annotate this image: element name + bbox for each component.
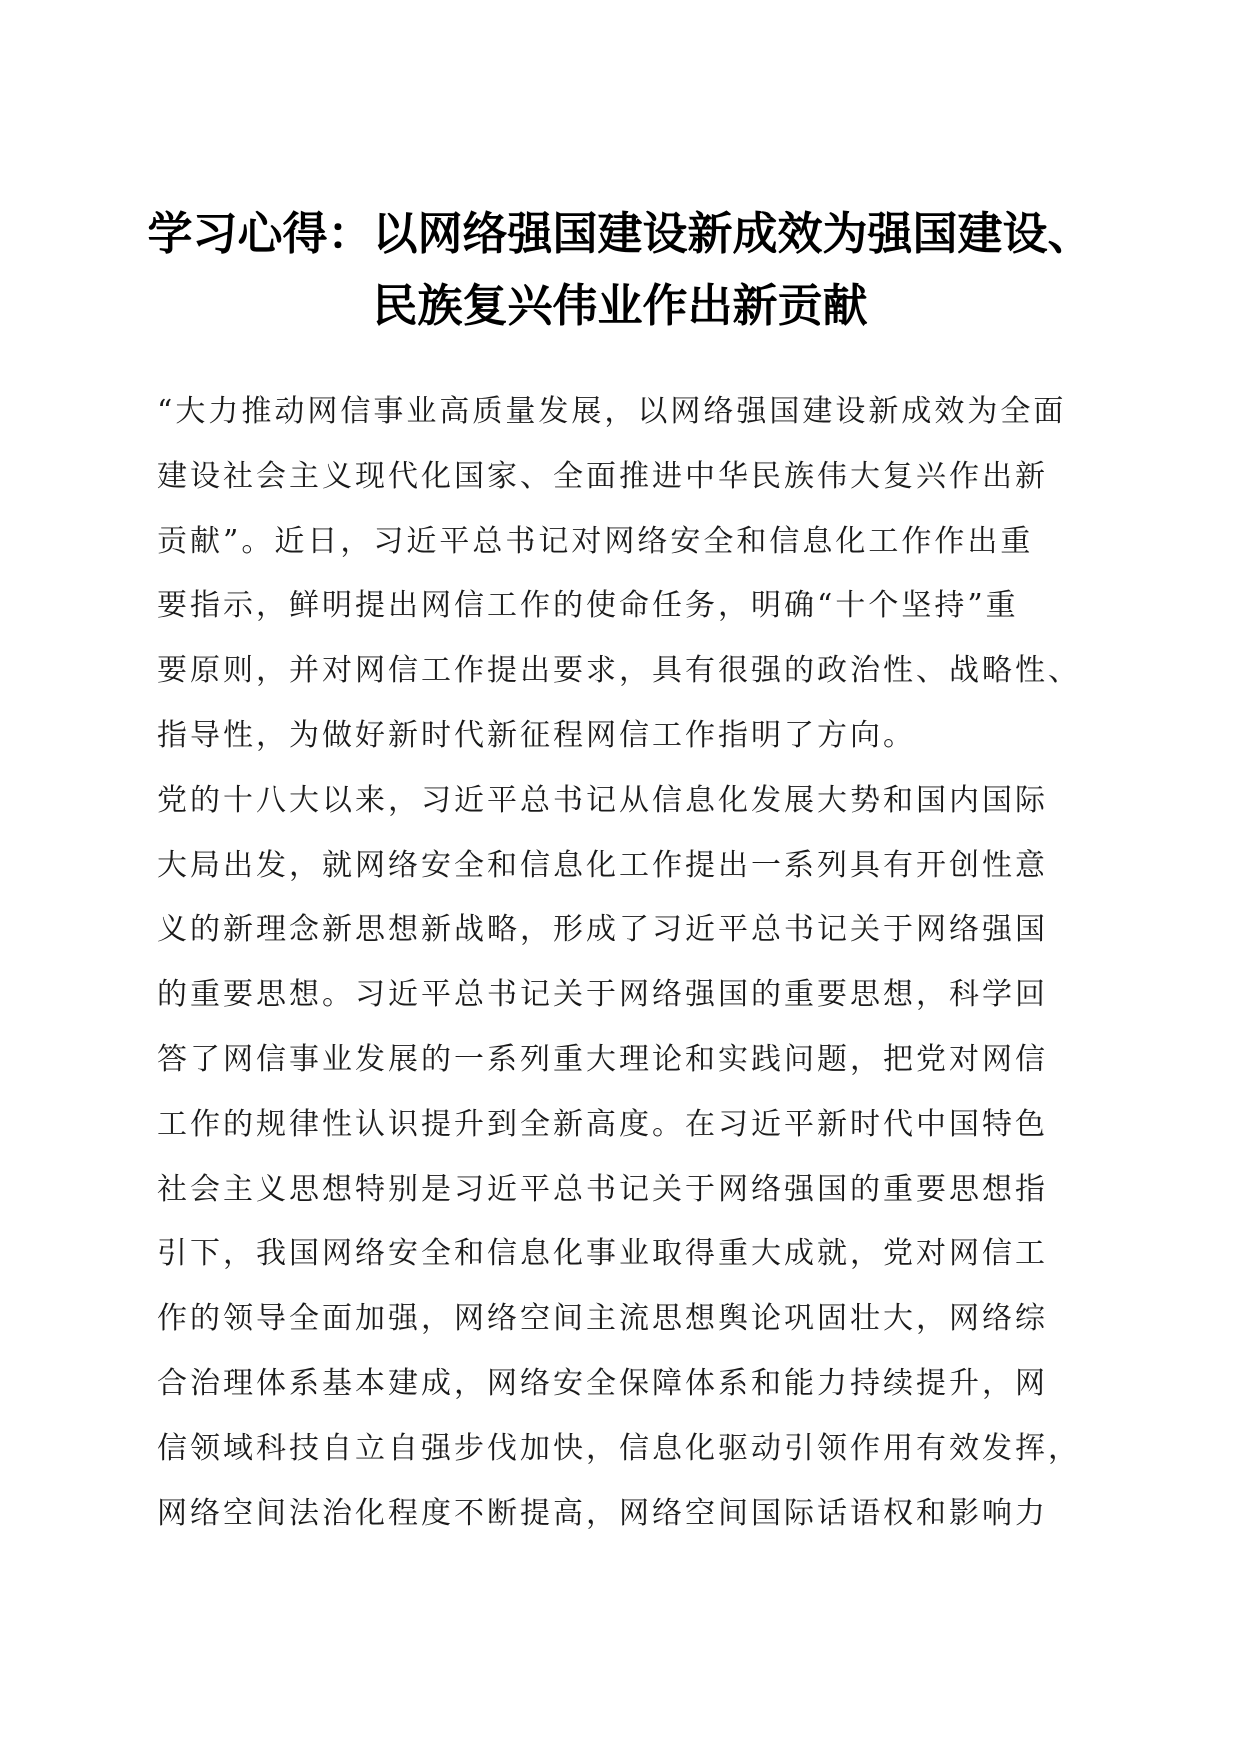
title-line-1: 学习心得：以网络强国建设新成效为强国建设、	[147, 207, 1093, 260]
paragraph-line: 要指示，鲜明提出网信工作的使命任务，明确“十个坚持”重	[157, 588, 1019, 624]
title-line-2: 民族复兴伟业作出新贡献	[372, 279, 868, 332]
paragraph-line: 义的新理念新思想新战略，形成了习近平总书记关于网络强国	[157, 912, 1048, 948]
paragraph-line: 信领域科技自立自强步伐加快，信息化驱动引领作用有效发挥，	[157, 1430, 1081, 1466]
paragraph-line: 工作的规律性认识提升到全新高度。在习近平新时代中国特色	[157, 1106, 1048, 1142]
paragraph-line: 引下，我国网络安全和信息化事业取得重大成就，党对网信工	[157, 1236, 1048, 1272]
document-body	[157, 380, 1097, 1546]
paragraph-line: 答了网信事业发展的一系列重大理论和实践问题，把党对网信	[157, 1041, 1048, 1077]
paragraph-line: 建设社会主义现代化国家、全面推进中华民族伟大复兴作出新	[157, 458, 1048, 494]
paragraph-line: 合治理体系基本建成，网络安全保障体系和能力持续提升，网	[157, 1365, 1048, 1401]
paragraph-line: 党的十八大以来，习近平总书记从信息化发展大势和国内国际	[157, 782, 1048, 818]
paragraph-line: 作的领导全面加强，网络空间主流思想舆论巩固壮大，网络综	[157, 1301, 1048, 1337]
paragraph-1	[157, 380, 1097, 769]
paragraph-line: 的重要思想。习近平总书记关于网络强国的重要思想，科学回	[157, 977, 1048, 1013]
paragraph-line: 要原则，并对网信工作提出要求，具有很强的政治性、战略性、	[157, 653, 1081, 689]
paragraph-line: 社会主义思想特别是习近平总书记关于网络强国的重要思想指	[157, 1171, 1048, 1207]
paragraph-line: “大力推动网信事业高质量发展，以网络强国建设新成效为全面	[157, 394, 1067, 429]
paragraph-line: 贡献”。近日，习近平总书记对网络安全和信息化工作作出重	[157, 523, 1034, 559]
paragraph-2	[157, 769, 1097, 1547]
document-title	[0, 198, 1240, 342]
paragraph-line: 网络空间法治化程度不断提高，网络空间国际话语权和影响力	[157, 1495, 1048, 1531]
paragraph-line: 指导性，为做好新时代新征程网信工作指明了方向。	[157, 717, 916, 753]
paragraph-line: 大局出发，就网络安全和信息化工作提出一系列具有开创性意	[157, 847, 1048, 883]
